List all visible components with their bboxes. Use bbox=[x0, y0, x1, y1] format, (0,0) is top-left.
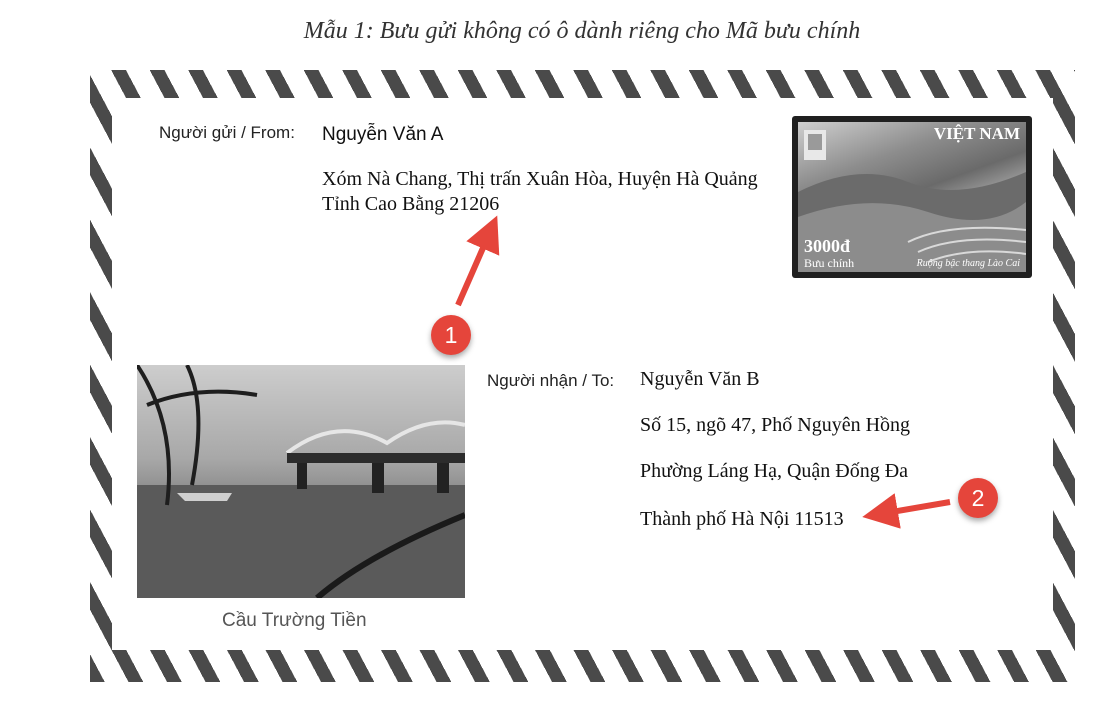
stamp-image bbox=[798, 122, 1026, 272]
recipient-address-line2: Phường Láng Hạ, Quận Đống Đa bbox=[640, 460, 909, 482]
stamp-country: VIỆT NAM bbox=[933, 124, 1020, 143]
photo-caption: Cầu Trường Tiền bbox=[222, 610, 367, 631]
stamp-service: Bưu chính bbox=[804, 256, 855, 270]
bridge-illustration bbox=[137, 365, 465, 598]
stamp-value: 3000đ bbox=[804, 236, 851, 256]
recipient-address-line3: Thành phố Hà Nội 11513 bbox=[640, 508, 844, 530]
bridge-photo bbox=[137, 365, 465, 598]
sender-name: Nguyễn Văn A bbox=[322, 124, 444, 145]
marker-1-badge: 1 bbox=[431, 315, 471, 355]
recipient-label: Người nhận / To: bbox=[487, 371, 615, 390]
sender-address-line2: Tỉnh Cao Bằng 21206 bbox=[322, 193, 500, 215]
sender-label: Người gửi / From: bbox=[159, 123, 295, 142]
postage-stamp bbox=[792, 116, 1032, 278]
sender-address-line1: Xóm Nà Chang, Thị trấn Xuân Hòa, Huyện Hà Quảng bbox=[322, 168, 758, 190]
recipient-name: Nguyễn Văn B bbox=[640, 368, 760, 390]
marker-2-badge: 2 bbox=[958, 478, 998, 518]
stamp-subject: Ruộng bậc thang Lào Cai bbox=[916, 258, 1020, 269]
figure-caption: Mẫu 1: Bưu gửi không có ô dành riêng cho Mã bưu chính bbox=[303, 18, 861, 44]
recipient-address-line1: Số 15, ngõ 47, Phố Nguyên Hồng bbox=[640, 414, 911, 436]
